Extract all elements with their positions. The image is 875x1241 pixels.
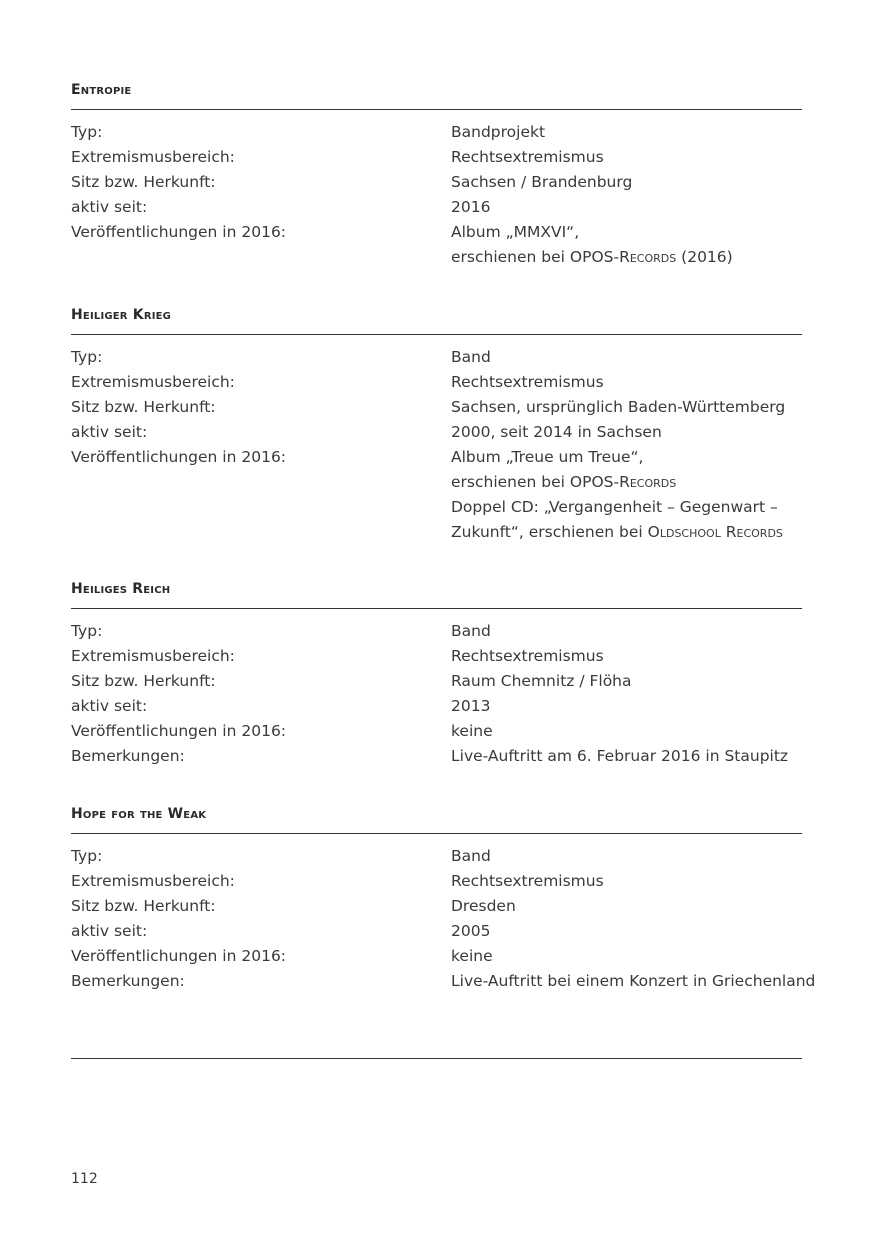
- detail-value: [451, 120, 802, 145]
- value-text: Rechtsextremismus: [451, 148, 604, 166]
- detail-value-line: [451, 644, 802, 669]
- value-text: Sachsen / Brandenburg: [451, 173, 633, 191]
- section-title: Heiliger Krieg: [71, 307, 172, 323]
- detail-value: [451, 170, 802, 195]
- detail-label: Bemerkungen:: [71, 972, 185, 990]
- detail-value: [451, 395, 802, 420]
- detail-row: [71, 894, 802, 919]
- value-text: Album „Treue um Treue“,: [451, 448, 644, 466]
- label-name: Records: [619, 248, 677, 266]
- detail-label: Veröffentlichungen in 2016:: [71, 947, 287, 965]
- label-name: Records: [619, 473, 677, 491]
- detail-row: [71, 170, 802, 195]
- detail-label: aktiv seit:: [71, 922, 148, 940]
- detail-value-line: [451, 470, 802, 495]
- detail-value: [451, 844, 802, 869]
- detail-value-line: [451, 694, 802, 719]
- detail-value-line: [451, 894, 802, 919]
- detail-value: [451, 644, 802, 669]
- value-text: Zukunft“, erschienen bei: [451, 523, 648, 541]
- detail-label: Sitz bzw. Herkunft:: [71, 398, 216, 416]
- detail-value: [451, 869, 802, 894]
- detail-row: [71, 120, 802, 145]
- detail-row: [71, 220, 802, 270]
- detail-value-line: [451, 669, 802, 694]
- detail-value: [451, 919, 802, 944]
- value-text: Doppel CD: „Vergangenheit – Gegenwart –: [451, 498, 778, 516]
- detail-row: [71, 195, 802, 220]
- detail-row: [71, 345, 802, 370]
- detail-value: [451, 669, 802, 694]
- detail-row: [71, 145, 802, 170]
- entry-details: [71, 844, 816, 994]
- value-text: Dresden: [451, 897, 516, 915]
- detail-label: aktiv seit:: [71, 423, 148, 441]
- detail-label: Typ:: [71, 348, 103, 366]
- detail-row: [71, 669, 802, 694]
- detail-value: [451, 195, 802, 220]
- detail-label: Veröffentlichungen in 2016:: [71, 223, 287, 241]
- detail-row: [71, 844, 802, 869]
- detail-value-line: [451, 245, 802, 270]
- detail-value: [451, 944, 802, 969]
- detail-row: [71, 969, 816, 994]
- value-text: Bandprojekt: [451, 123, 546, 141]
- detail-row: [71, 619, 802, 644]
- detail-value: [451, 445, 802, 545]
- section-divider: [71, 608, 802, 609]
- detail-value: [451, 719, 802, 744]
- detail-row: [71, 744, 802, 769]
- detail-value-line: [451, 619, 802, 644]
- page-number: 112: [71, 1171, 98, 1187]
- detail-value-line: [451, 220, 802, 245]
- footer-divider: [71, 1058, 802, 1059]
- value-text: keine: [451, 722, 493, 740]
- detail-label: Veröffentlichungen in 2016:: [71, 722, 287, 740]
- value-text: Rechtsextremismus: [451, 647, 604, 665]
- detail-value-line: [451, 345, 802, 370]
- detail-value-line: [451, 195, 802, 220]
- detail-row: [71, 694, 802, 719]
- value-text: Rechtsextremismus: [451, 373, 604, 391]
- entry-details: [71, 345, 802, 545]
- detail-row: [71, 919, 802, 944]
- detail-label: Extremismusbereich:: [71, 148, 235, 166]
- detail-row: [71, 420, 802, 445]
- detail-label: Sitz bzw. Herkunft:: [71, 897, 216, 915]
- value-text: Raum Chemnitz / Flöha: [451, 672, 632, 690]
- detail-label: Sitz bzw. Herkunft:: [71, 173, 216, 191]
- detail-label: Sitz bzw. Herkunft:: [71, 672, 216, 690]
- detail-row: [71, 395, 802, 420]
- detail-value: [451, 370, 802, 395]
- detail-value-line: [451, 170, 802, 195]
- value-text: keine: [451, 947, 493, 965]
- value-text: Band: [451, 348, 491, 366]
- detail-row: [71, 944, 802, 969]
- entry-details: [71, 619, 802, 769]
- detail-value-line: [451, 370, 802, 395]
- value-text: Band: [451, 847, 491, 865]
- value-text: Live-Auftritt bei einem Konzert in Griechenland: [451, 972, 816, 990]
- value-text: erschienen bei OPOS-: [451, 248, 620, 266]
- section-divider: [71, 334, 802, 335]
- value-text: Rechtsextremismus: [451, 872, 604, 890]
- value-text: Live-Auftritt am 6. Februar 2016 in Staupitz: [451, 747, 789, 765]
- detail-value-line: [451, 744, 802, 769]
- detail-label: Typ:: [71, 123, 103, 141]
- detail-row: [71, 869, 802, 894]
- detail-value-line: [451, 395, 802, 420]
- detail-value: [451, 619, 802, 644]
- entry-details: [71, 120, 802, 270]
- value-text: erschienen bei OPOS-: [451, 473, 620, 491]
- detail-value-line: [451, 120, 802, 145]
- section-title: Entropie: [71, 82, 132, 98]
- detail-value-line: [451, 445, 802, 470]
- value-text: Sachsen, ursprünglich Baden-Württemberg: [451, 398, 786, 416]
- detail-value-line: [451, 420, 802, 445]
- detail-label: Bemerkungen:: [71, 747, 185, 765]
- detail-label: Veröffentlichungen in 2016:: [71, 448, 287, 466]
- label-name: Oldschool Records: [647, 523, 783, 541]
- detail-label: aktiv seit:: [71, 198, 148, 216]
- detail-value: [451, 420, 802, 445]
- detail-value-line: [451, 869, 802, 894]
- detail-row: [71, 445, 802, 545]
- value-text: 2005: [451, 922, 491, 940]
- detail-label: Typ:: [71, 622, 103, 640]
- detail-value-line: [451, 719, 802, 744]
- detail-value-line: [451, 145, 802, 170]
- detail-value-line: [451, 969, 816, 994]
- detail-value: [451, 694, 802, 719]
- detail-value: [451, 145, 802, 170]
- detail-value: [451, 969, 816, 994]
- section-title: Hope for the Weak: [71, 806, 207, 822]
- value-text: 2013: [451, 697, 491, 715]
- detail-label: Extremismusbereich:: [71, 373, 235, 391]
- detail-row: [71, 644, 802, 669]
- section-title: Heiliges Reich: [71, 581, 171, 597]
- detail-value: [451, 894, 802, 919]
- value-text: 2000, seit 2014 in Sachsen: [451, 423, 662, 441]
- value-text: Band: [451, 622, 491, 640]
- detail-value-line: [451, 919, 802, 944]
- detail-label: Extremismusbereich:: [71, 872, 235, 890]
- value-text: (2016): [676, 248, 733, 266]
- section-divider: [71, 833, 802, 834]
- detail-value-line: [451, 520, 802, 545]
- value-text: Album „MMXVI“,: [451, 223, 580, 241]
- detail-row: [71, 719, 802, 744]
- detail-value: [451, 744, 802, 769]
- detail-value: [451, 220, 802, 270]
- detail-value-line: [451, 844, 802, 869]
- detail-value: [451, 345, 802, 370]
- detail-row: [71, 370, 802, 395]
- detail-label: aktiv seit:: [71, 697, 148, 715]
- section-divider: [71, 109, 802, 110]
- detail-label: Typ:: [71, 847, 103, 865]
- detail-value-line: [451, 495, 802, 520]
- detail-value-line: [451, 944, 802, 969]
- value-text: 2016: [451, 198, 491, 216]
- detail-label: Extremismusbereich:: [71, 647, 235, 665]
